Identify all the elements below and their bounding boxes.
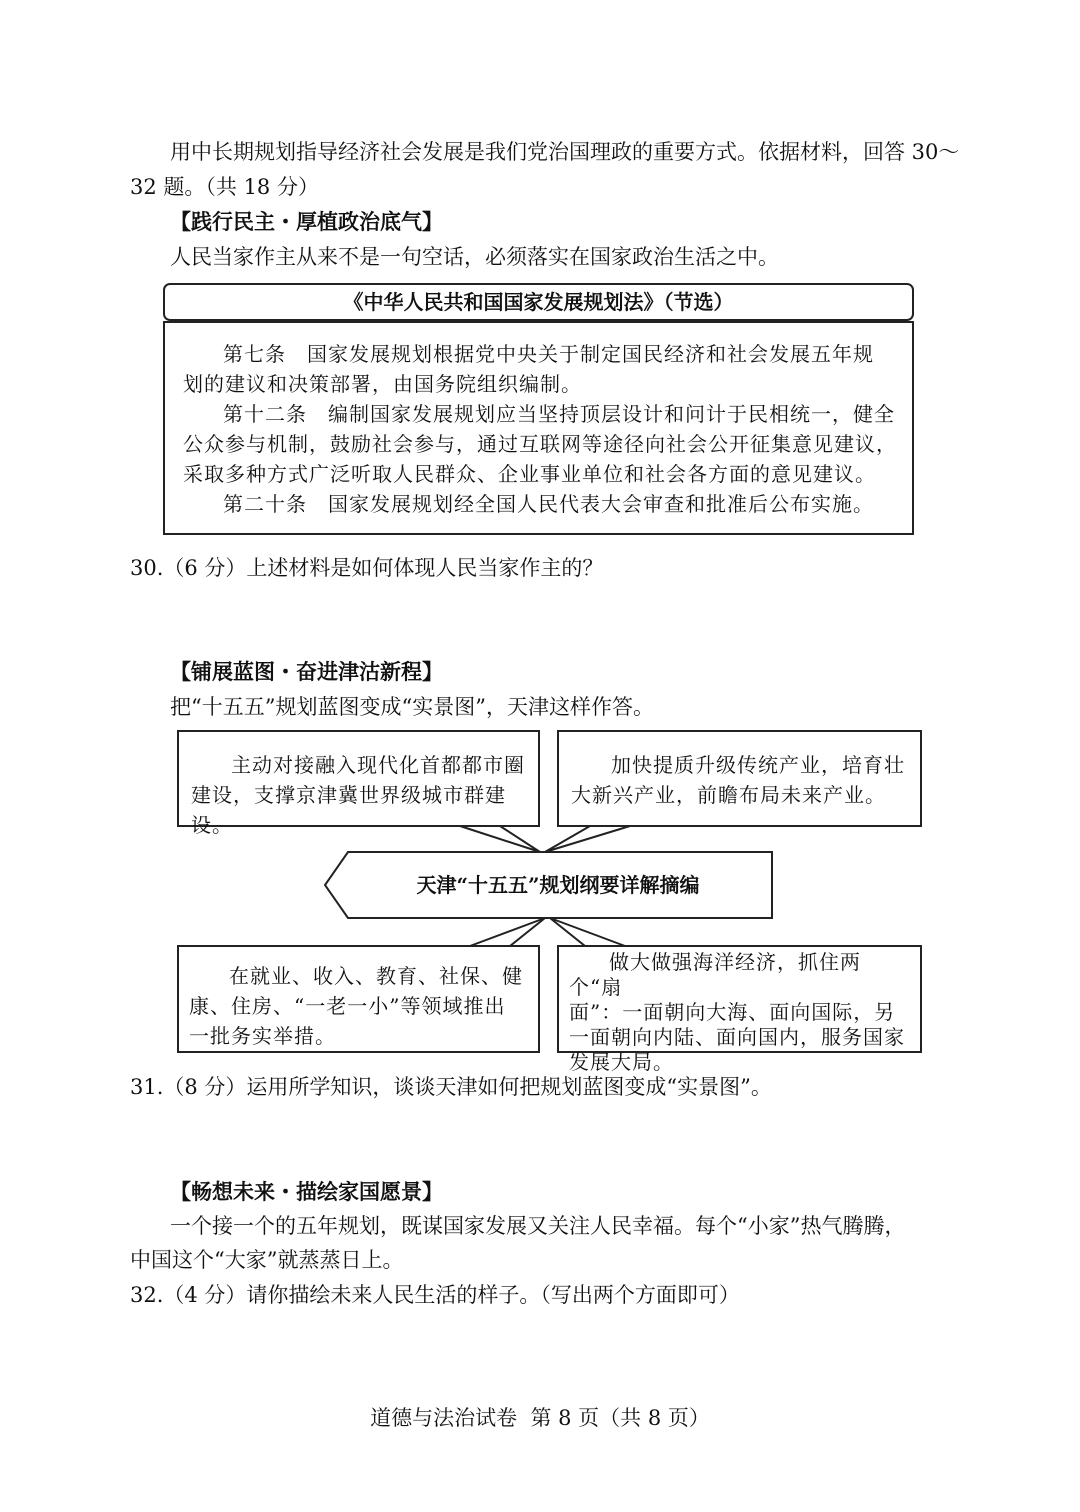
diagram-box-bottom-left: [177, 945, 540, 1053]
section3-line-2: 中国这个“大家”就蒸蒸日上。: [130, 1248, 404, 1272]
law-line: 第十二条 编制国家发展规划应当坚持顶层设计和问计于民相统一，健全: [223, 402, 895, 426]
intro-line-2: 32 题。（共 18 分）: [130, 175, 319, 199]
law-line: 第七条 国家发展规划根据党中央关于制定国民经济和社会发展五年规: [223, 342, 874, 366]
section3-line-1: 一个接一个的五年规划，既谋国家发展又关注人民幸福。每个“小家”热气腾腾，: [170, 1214, 906, 1238]
box-line: 面”：一面朝向大海、面向国际，另: [569, 1000, 896, 1024]
box-line: 发展大局。: [569, 1050, 674, 1074]
section2-text: 把“十五五”规划蓝图变成“实景图”，天津这样作答。: [170, 695, 654, 719]
law-line: 采取多种方式广泛听取人民群众、企业事业单位和社会各方面的意见建议。: [183, 462, 876, 486]
question-32: 32.（4 分）请你描绘未来人民生活的样子。（写出两个方面即可）: [130, 1283, 740, 1307]
pointer-bottom-right: [550, 918, 625, 946]
diagram-box-top-left: [177, 730, 540, 837]
section2-heading: 【铺展蓝图・奋进津沽新程】: [170, 659, 443, 684]
intro-line-1: 用中长期规划指导经济社会发展是我们党治国理政的重要方式。依据材料，回答 30～: [170, 140, 960, 164]
section1-heading: 【践行民主・厚植政治底气】: [170, 209, 443, 234]
center-banner-title: 天津“十五五”规划纲要详解摘编: [416, 873, 700, 897]
question-30: 30.（6 分）上述材料是如何体现人民当家作主的？: [130, 556, 604, 580]
box-line: 一批务实举措。: [189, 1024, 336, 1048]
pointer-bottom-left: [470, 918, 545, 946]
box-line: 康、住房、“一老一小”等领域推出: [189, 994, 506, 1018]
diagram-box-top-right: [557, 730, 922, 827]
diagram-box-bottom-right: [557, 945, 922, 1074]
box-line: 加快提质升级传统产业，培育壮: [611, 753, 905, 777]
box-line: 大新兴产业，前瞻布局未来产业。: [571, 783, 886, 807]
law-line: 划的建议和决策部署，由国务院组织编制。: [183, 372, 582, 396]
box-line: 建设，支撑京津冀世界级城市群建设。: [191, 783, 506, 837]
section1-text: 人民当家作主从来不是一句空话，必须落实在国家政治生活之中。: [170, 245, 779, 269]
law-line: 公众参与机制，鼓励社会参与，通过互联网等途径向社会公开征集意见建议，: [183, 432, 897, 456]
law-line: 第二十条 国家发展规划经全国人民代表大会审查和批准后公布实施。: [223, 492, 874, 516]
pointer-top-right: [545, 826, 630, 852]
section3-heading: 【畅想未来・描绘家国愿景】: [170, 1179, 443, 1204]
question-31: 31.（8 分）运用所学知识，谈谈天津如何把规划蓝图变成“实景图”。: [130, 1075, 772, 1099]
box-line: 做大做强海洋经济，抓住两个“扇: [569, 950, 861, 999]
box-line: 主动对接融入现代化首都都市圈: [231, 753, 525, 777]
box-line: 一面朝向内陆、面向国内，服务国家: [569, 1025, 905, 1049]
box-line: 在就业、收入、教育、社保、健: [229, 964, 523, 988]
law-title: 《中华人民共和国国家发展规划法》（节选）: [343, 290, 734, 314]
page-footer: 道德与法治试卷 第 8 页（共 8 页）: [370, 1406, 710, 1430]
